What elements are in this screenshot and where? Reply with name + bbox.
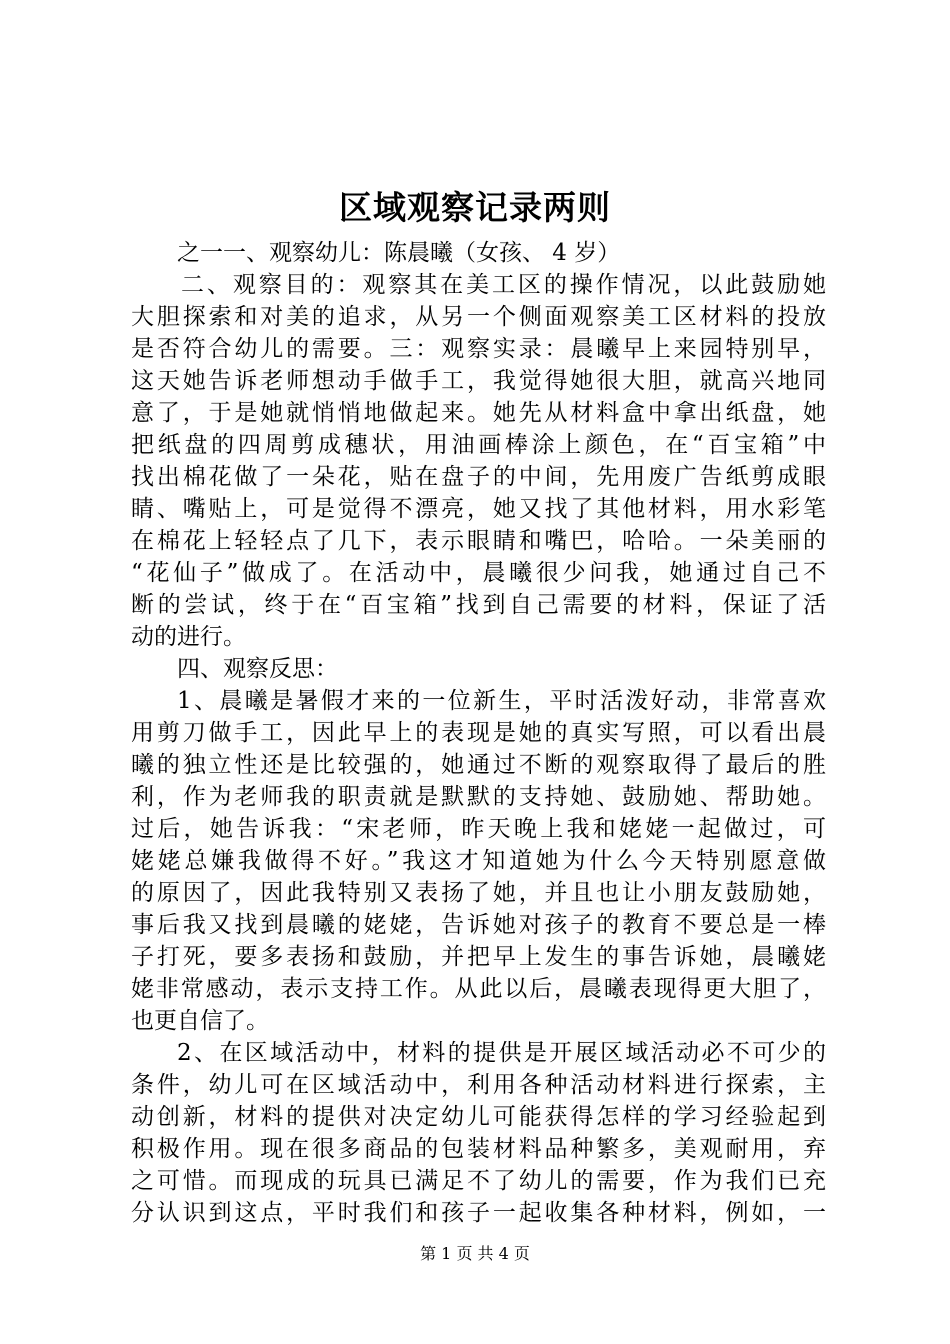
text-line: 之可惜。而现成的玩具已满足不了幼儿的需要，作为我们已充 — [131, 1168, 826, 1194]
text-line: 积极作用。现在很多商品的包装材料品种繁多，美观耐用，弃 — [131, 1136, 826, 1162]
document-title: 区域观察记录两则 — [339, 188, 611, 227]
text-line: 睛、嘴贴上，可是觉得不漂亮，她又找了其他材料，用水彩笔 — [131, 496, 826, 522]
text-line: 曦的独立性还是比较强的，她通过不断的观察取得了最后的胜 — [131, 752, 826, 778]
page-footer: 第 1 页 共 4 页 — [420, 1244, 530, 1263]
text-line: 四、观察反思： — [177, 656, 338, 682]
text-line: 这天她告诉老师想动手做手工，我觉得她很大胆，就高兴地同 — [131, 368, 826, 394]
text-line: 之一一、观察幼儿：陈晨曦（女孩、 4 岁） — [177, 240, 621, 266]
text-line: 动的进行。 — [131, 624, 246, 650]
text-line: 条件，幼儿可在区域活动中，利用各种活动材料进行探索，主 — [131, 1072, 826, 1098]
text-line: 事后我又找到晨曦的姥姥，告诉她对孩子的教育不要总是一棒 — [131, 912, 826, 938]
text-line: 过后，她告诉我：“宋老师，昨天晚上我和姥姥一起做过，可 — [131, 816, 826, 842]
text-line: “花仙子”做成了。在活动中，晨曦很少问我，她通过自己不 — [131, 560, 826, 586]
text-line: 也更自信了。 — [131, 1008, 269, 1034]
text-line: 断的尝试，终于在“百宝箱”找到自己需要的材料，保证了活 — [131, 592, 826, 618]
text-line: 用剪刀做手工，因此早上的表现是她的真实写照，可以看出晨 — [131, 720, 826, 746]
text-line: 姥姥总嫌我做得不好。”我这才知道她为什么今天特别愿意做 — [131, 848, 826, 874]
text-line: 姥非常感动，表示支持工作。从此以后，晨曦表现得更大胆了， — [131, 976, 826, 1002]
text-line: 动创新，材料的提供对决定幼儿可能获得怎样的学习经验起到 — [131, 1104, 826, 1130]
text-line: 利，作为老师我的职责就是默默的支持她、鼓励她、帮助她。 — [131, 784, 826, 810]
text-line: 2、在区域活动中，材料的提供是开展区域活动必不可少的 — [177, 1040, 826, 1066]
text-line: 的原因了，因此我特别又表扬了她，并且也让小朋友鼓励她， — [131, 880, 826, 906]
document-body — [131, 237, 826, 1229]
text-line: 分认识到这点，平时我们和孩子一起收集各种材料，例如，一 — [131, 1200, 826, 1226]
text-line: 子打死，要多表扬和鼓励，并把早上发生的事告诉她，晨曦姥 — [131, 944, 826, 970]
text-line: 意了，于是她就悄悄地做起来。她先从材料盒中拿出纸盘，她 — [131, 400, 826, 426]
text-line: 是否符合幼儿的需要。三：观察实录：晨曦早上来园特别早， — [131, 336, 826, 362]
text-line: 在棉花上轻轻点了几下，表示眼睛和嘴巴，哈哈。一朵美丽的 — [131, 528, 826, 554]
text-line: 找出棉花做了一朵花，贴在盘子的中间，先用废广告纸剪成眼 — [131, 464, 826, 490]
text-line: 大胆探索和对美的追求，从另一个侧面观察美工区材料的投放 — [131, 304, 826, 330]
text-line: 1、晨曦是暑假才来的一位新生，平时活泼好动，非常喜欢 — [177, 688, 826, 714]
text-line: 把纸盘的四周剪成穗状，用油画棒涂上颜色，在“百宝箱”中 — [131, 432, 826, 458]
text-line: 二、观察目的：观察其在美工区的操作情况，以此鼓励她 — [181, 272, 826, 298]
